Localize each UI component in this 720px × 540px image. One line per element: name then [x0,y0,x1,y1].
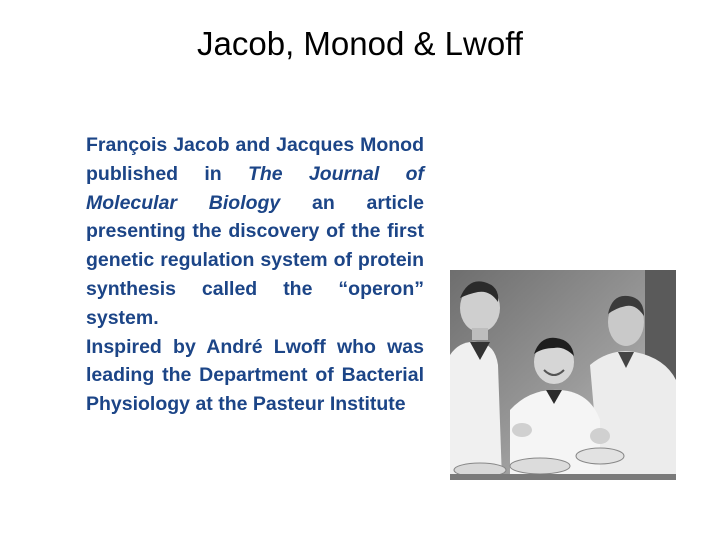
journal-title: The Journal of Molecular Biology [86,162,424,214]
paragraph-text-end: an article presenting the discovery of the first genetic regulation system of protein synthesis called the “operon” system. [86,191,424,329]
scientists-photo [450,270,676,480]
slide-title: Jacob, Monod & Lwoff [197,25,523,62]
slide-body-text [86,131,424,419]
paragraph-text-start: François Jacob and Jacques Monod published in [86,134,424,185]
paragraph-jacob-monod [86,131,424,333]
paragraph-lwoff: Inspired by André Lwoff who was leading the Department of Bacterial Physiology at the Pasteur Institute [86,335,424,416]
